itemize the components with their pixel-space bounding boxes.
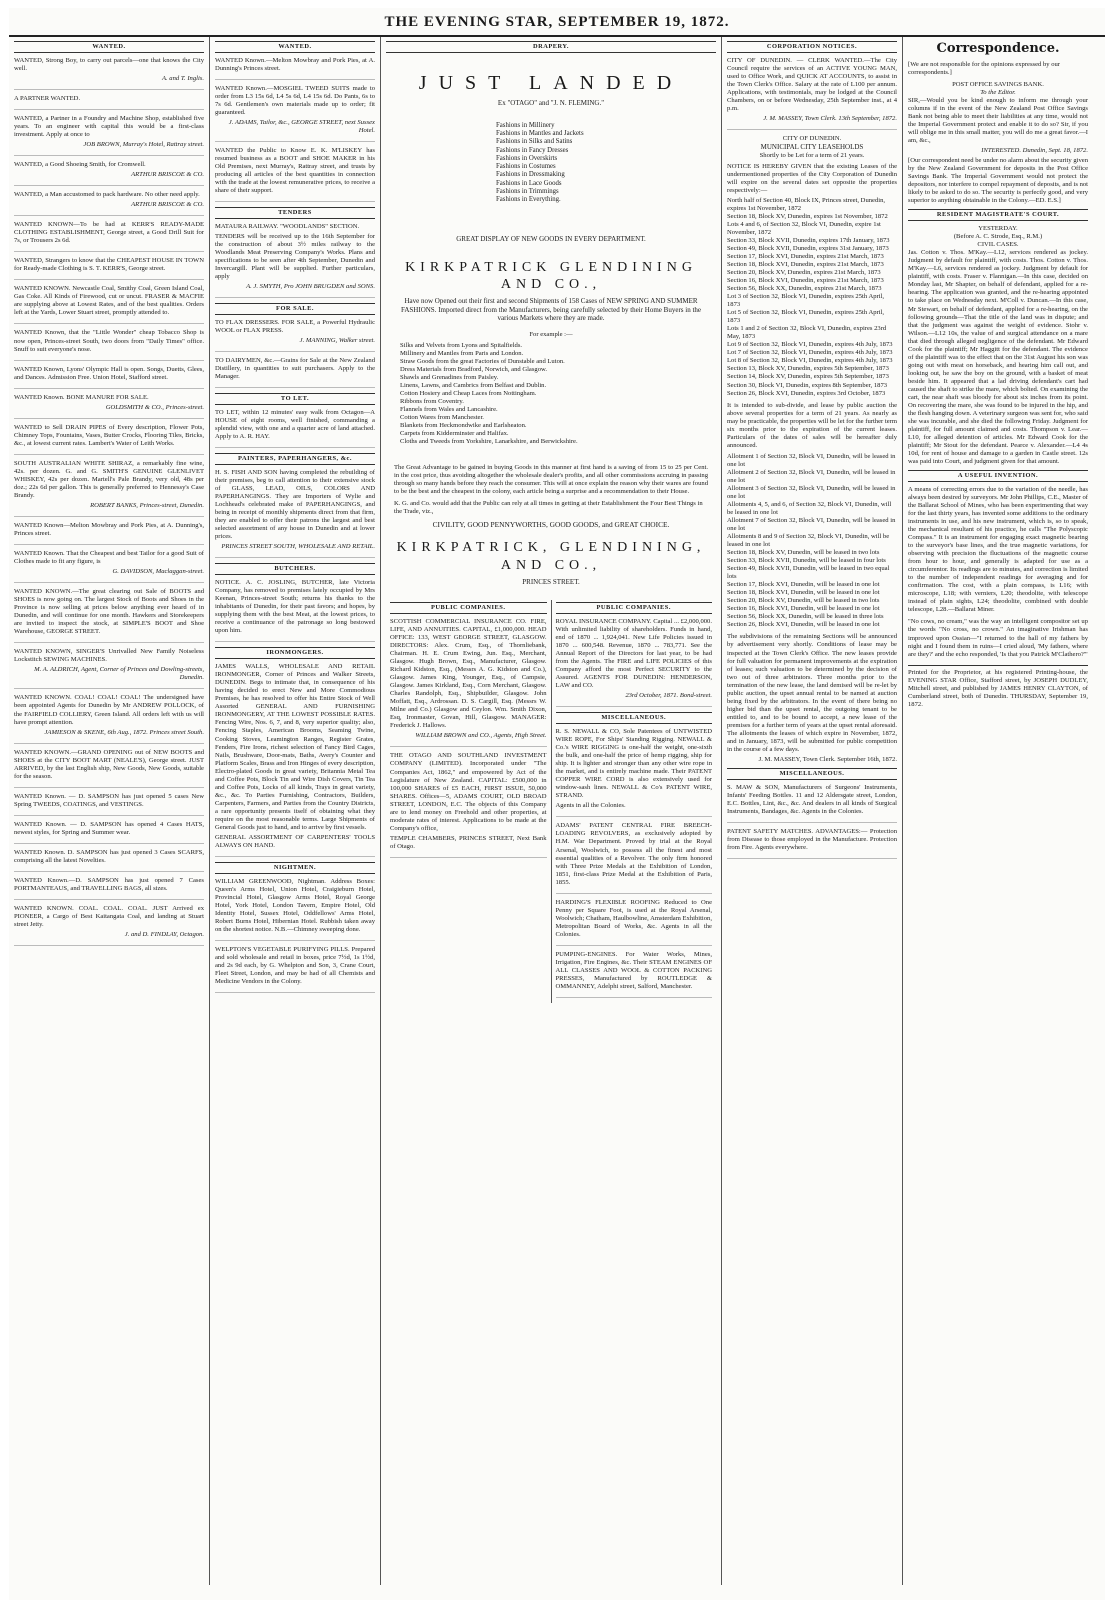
painters-signature: PRINCES STREET SOUTH, WHOLESALE AND RETAIL.: [221, 543, 375, 551]
ad-text: WANTED, a Partner in a Foundry and Machine Shop, established five years. To an engineer with capital this would be a first-class investment. Apply at once to: [14, 114, 204, 138]
royal-text: ROYAL INSURANCE COMPANY. Capital ... £2,000,000. With unlimited liability of shareholders. Funds in hand, end of 1870 ... 1,924,041. New Life Policies issued in 1870 ... 600,548. Revenue, 1870 ... 783,771. See the Annual Report of the Directors for last year, to be had from the Agents. The FIRE and LIFE POLICIES of this Company afford the most Perfect SECURITY to the Assured. AGENTS FOR DUNEDIN: HENDERSON, LAW and CO.: [555, 617, 712, 690]
butchers-text: NOTICE. A. C. JOSLING, BUTCHER, late Victoria Company, has removed to premises lately occupied by Mrs Keenan, Princes-street South; returns his thanks to the inhabitants of Dunedin, for their past favors; and hopes, by supplying them with the best Meat, at the lowest prices, to receive a continuance of the patronage so long bestowed upon him.: [215, 579, 375, 635]
clerk-signature: J. M. MASSEY, Town Clerk. 13th September, 1872.: [763, 115, 897, 123]
ad-text: WANTED KNOWN. COAL! COAL! COAL! The undersigned have been appointed Agents for Dunedin by Mr ANDREW POLLOCK, of the FAIRFIELD COLLIERY, Green Island. All orders left with us will have prompt attention.: [14, 694, 204, 726]
firm-street: PRINCES STREET.: [522, 577, 580, 586]
harding-ad: [556, 899, 713, 946]
ad-text: WANTED KNOWN.—The great clearing out Sale of BOOTS and SHOES is now going on. The largest Stock of Boots and Shoes in the Province is now selling at prices below anything ever heard of in Dunedin, and will continue for one month. Hawkers and Storekeepers are invited to inspect the stock, at SIMPLE'S BOOT and Shoe Warehouse, GEORGE STREET.: [14, 588, 204, 636]
scottish-text: SCOTTISH COMMERCIAL INSURANCE CO. FIRE, LIFE, AND ANNUITIES. CAPITAL, £1,000,000. HEAD OFFICE: 133, WEST GEORGE STREET, GLASGOW. DIRECTORS: Alex. Crum, Esq., of Thornliebank, Chairman. H. E. Crum Ewing, Jun. Esq., Merchant, Glasgow. Hugh Brown, Esq., Manufacturer, Glasgow. Richard Kidston, Esq., (Messrs A. G. Kidston and Co.), Glasgow. James King, Younger, Esq., of Campsie, Glasgow. James Kirkland, Esq., Corn Merchant, Glasgow. Charles Randolph, Esq., Shipbuilder, Glasgow. John Moffatt, Esq., Ardrossan. D. S. Cargill, Esq. (Messrs W. Milne and Co.) Glasgow and Ceylon. Wm. Smith Dixon, Esq, Ironmaster, Govan, Hill, Glasgow. MANAGER: Frederick J. Hallows.: [390, 617, 547, 730]
section-header-miscellaneous: MISCELLANEOUS.: [727, 768, 897, 780]
classified-ad: [215, 357, 375, 388]
classified-ad: [14, 285, 204, 324]
classified-ad: [14, 522, 204, 545]
lease-lot-item: Section 18, Block XV, Dunedin, expires 1st November, 1872: [727, 212, 888, 220]
letter-to: To the Editor.: [980, 88, 1016, 96]
section-header-to-let: TO LET.: [215, 393, 375, 405]
leaseholds-title: MUNICIPAL CITY LEASEHOLDS: [760, 143, 864, 152]
ad-text: WANTED, a Man accustomed to pack hardware. No other need apply.: [14, 191, 200, 199]
example-item: Flannels from Wales and Lancashire.: [400, 406, 498, 414]
scottish-ad: [390, 618, 547, 747]
classified-ad: [215, 85, 375, 142]
ad-text: WANTED Known.—Melton Mowbray and Pork Pies, at A. Dunning's Princes street.: [215, 56, 375, 72]
section-header-nightmen: NIGHTMEN.: [215, 862, 375, 874]
section-header-miscellaneous: MISCELLANEOUS.: [556, 712, 713, 724]
lease-lot-item: Section 20, Block XV, Dunedin, expires 21st March, 1873: [727, 269, 881, 277]
lease-lot-item: Section 14, Block XV, Dunedin, expires 5th September, 1873: [727, 373, 889, 381]
allotment-item: Section 49, Block XVII, Dunedin, will be leased in two equal lots: [727, 565, 890, 581]
lease-lot-item: Lot 7 of Section 32, Block VI, Dunedin, expires 4th July, 1873: [727, 349, 893, 357]
allotment-item: Allotments 8 and 9 of Section 32, Block VI, Dunedin, will be leased in one lot: [727, 533, 890, 549]
royal-ad: [556, 618, 713, 707]
great-display: GREAT DISPLAY OF NEW GOODS IN EVERY DEPARTMENT.: [456, 234, 646, 243]
classified-ad: [215, 319, 375, 352]
fashion-item: Fashions in Costumes: [496, 163, 556, 171]
royal-signature: 23rd October, 1871. Bond-street.: [625, 692, 712, 700]
matches-text: PATENT SAFETY MATCHES. ADVANTAGES:— Protection from Disease to those employed in the Manufacture. Protection from Fire. Agents everywhere.: [727, 827, 897, 851]
section-header-painters: PAINTERS, PAPERHANGERS, &c.: [215, 453, 375, 465]
pumping-text: PUMPING-ENGINES. For Water Works, Mines, Irrigation, Fire Engines, &c. Their STEAM ENGINES OF ALL CLASSES AND WOOL & COTTON PACKING PRESSES, Manufactured by ROUTLEDGE & OMMANNEY, Adelphi street, Salford, Manchester.: [555, 950, 712, 990]
lots-list: [727, 197, 897, 398]
ad-signature: M. A. ALDRICH, Agent, Corner of Princes and Dowling-streets, Dunedin.: [34, 666, 204, 682]
subdivisions-text: The subdivisions of the remaining Sections will be announced by advertisement very shortly. Conditions of lease may be inspected at the Town Clerk's Office. The new leases provide for full valuation for permanent improvements at the expiration of leases; such valuation to be determined by the decision of two out of three arbitrators. Three months prior to the termination of the new lease, the land demised will be re-let by public auction, the upset annual rental to be named at auction being fixed by the arbitrators. In the event of there being no higher bid than the upset rental, the outgoing tenant to be entitled to, and to be bound to accept, a new lease of the premises for a further term of years at the upset rental aforesaid. The allotments the leases of which expire in November, 1872, and in January, 1873, will be submitted for public competition in the course of a few days.: [727, 633, 897, 753]
classified-ad: [14, 95, 204, 110]
classified-ad: [14, 749, 204, 788]
classified-ad: [14, 648, 204, 689]
court-title: RESIDENT MAGISTRATE'S COURT.: [908, 209, 1088, 221]
classified-ad: [14, 161, 204, 186]
allotment-item: Section 18, Block XV, Dunedin, will be leased in two lots: [727, 549, 880, 557]
allotments-list: [727, 453, 897, 630]
fashion-item: Fashions in Mantles and Jackets: [496, 130, 584, 138]
newspaper-page: [9, 8, 1105, 1600]
section-header-public: PUBLIC COMPANIES.: [390, 602, 547, 614]
classified-ad: [14, 394, 204, 419]
example-item: Dress Materials from Bradford, Norwich, and Glasgow.: [400, 365, 547, 373]
firm-name-2: KIRKPATRICK, GLENDINING, AND CO.,: [396, 540, 706, 573]
ironmongers-text: JAMES WALLS, WHOLESALE AND RETAIL IRONMONGER, Corner of Princes and Walker Streets, DUNEDIN. Begs to intimate that, in consequence of his having decided to erect New and More Commodious Premises, he has resolved to offer his Entire Stock of Well Assorted GENERAL AND FURNISHING IRONMONGERY, AT THE LOWEST POSSIBLE RATES. Fencing Wire, Nos. 6, 7, and 8, very superior quality; also, Fencing Staples, American Brooms, Seaming Twine, Cooking Stoves, Leamington Ranges, Register Grates, Fenders, Fire Irons, richest selection of Fancy Bird Cages, Nails, Brushware, Door-mats, Baths, Avery's Counter and Platform Scales, Brass and Iron Hinges of every description, Electro-plated Goods in great variety, Britannia Metal Tea and Coffee Pots, Block Tin and Wire Dish Covers, Tin Tea and Coffee Pots, Locks of all kinds, Trays in great variety, &c., &c. To Parties Furnishing, Contractors, Builders, Carpenters, Farmers, and Parties from the Country Districts, a rare opportunity presents itself of obtaining what they require on the most reasonable terms. Large Shipments of General Goods just to hand, and to arrive by first vessels.: [215, 663, 375, 831]
examples-list: [400, 342, 702, 446]
column-correspondence: [903, 37, 1093, 1585]
lease-lot-item: Lots 4 and 6, of Section 32, Block VI, Dunedin, expire 1st November, 1872: [727, 220, 881, 236]
ad-text: TO FLAX DRESSERS. FOR SALE, a Powerful Hydraulic WOOL or FLAX PRESS.: [215, 319, 375, 335]
public-companies-left: [386, 600, 552, 1003]
allotment-item: Section 56, Block XX, Dunedin, will be leased in three lots: [727, 613, 884, 621]
example-item: Shawls and Grenadines from Paisley.: [400, 373, 499, 381]
lease-lot-item: Section 16, Block XVI, Dunedin, expires 21st March, 1873: [727, 277, 884, 285]
allotment-item: Allotment 7 of Section 32, Block VI, Dunedin, will be leased in one lot: [727, 517, 896, 533]
clerk-wanted-ad: [727, 57, 897, 130]
ironmongers-ad: [215, 663, 375, 857]
ad-text: WANTED Known.—MOSGIEL TWEED SUITS made to order from L3 15s 6d, L4 5s 6d, L4 15s 6d. Do Pants, 6s to 7s 6d. Gentlemen's own materials made up to order; fit guaranteed.: [215, 84, 375, 116]
ad-text: WANTED KNOWN—To be had at KERR'S READY-MADE CLOTHING ESTABLISHMENT, George street, a Good Drill Suit for 7s, or Trousers 2s 6d.: [14, 221, 204, 245]
pills-text: WELPTON'S VEGETABLE PURIFYING PILLS. Prepared and sold wholesale and retail in boxes, price 7½d, 1s 1½d, and 2s 9d each, by G. Whelpton and Son, 3, Crane Court, Fleet Street, London, and may be had of all Chemists and Medicine Vendors in the Colony.: [215, 945, 375, 986]
example-item: Millinery and Mantles from Paris and London.: [400, 349, 524, 357]
section-header-tenders: TENDERS: [215, 207, 375, 219]
lease-lot-item: North half of Section 40, Block IX, Princes street, Dunedin, expires 1st November, 1872: [727, 196, 886, 212]
adams-ad: [556, 822, 713, 893]
column-corporation: [722, 37, 903, 1585]
example-item: Linens, Lawns, and Cambrics from Belfast and Dublin.: [400, 382, 547, 390]
example-label: For example :—: [529, 330, 573, 338]
otago-signature: TEMPLE CHAMBERS, PRINCES STREET, Next Bank of Otago.: [390, 834, 547, 850]
lease-lot-item: Lot 8 of Section 32, Block VI, Dunedin, expires 4th July, 1873: [727, 357, 893, 365]
columns: [9, 37, 1105, 1585]
ad-text: WANTED KNOWN.—GRAND OPENING out of NEW BOOTS and SHOES at the CITY BOOT MART (NEALE'S), George street. JUST ARRIVED, by the last English ship, New Goods, New Goods, suitable for the season.: [14, 748, 204, 780]
lease-lot-item: Section 30, Block VI, Dunedin, expires 8th September, 1873: [727, 381, 888, 389]
ad-signature: J. and D. FINDLAY, Octagon.: [124, 931, 204, 939]
example-item: Ribbons from Coventry.: [400, 398, 464, 406]
public-companies-row: [386, 600, 716, 1003]
ad-signature: JAMIESON & SKENE, 6th Aug., 1872. Princes street South.: [44, 728, 204, 736]
classified-ad: [14, 905, 204, 946]
ad-signature: A. and T. Inglis.: [161, 74, 204, 82]
ad-text: WANTED, a Good Shoeing Smith, for Cromwell.: [14, 161, 146, 169]
lease-lot-item: Lot 5 of Section 32, Block VI, Dunedin, expires 25th April, 1873: [727, 309, 885, 325]
classified-ad: [215, 57, 375, 80]
allotment-item: Section 33, Block XVII, Dunedin, will be leased in four lots: [727, 557, 886, 565]
just-landed-title: JUST LANDED: [418, 71, 684, 94]
maw-ad: [727, 784, 897, 823]
ad-text: WANTED Known. D. SAMPSON has just opened 3 Cases SCARFS, comprising all the latest Novelties.: [14, 848, 204, 864]
lease-lot-item: Section 17, Block XVI, Dunedin, expires 21st March, 1873: [727, 253, 884, 260]
lease-lot-item: Lots 1 and 2 of Section 32, Block VI, Dunedin, expires 23rd May, 1873: [727, 325, 887, 341]
ad-text: WANTED Known. BONE MANURE FOR SALE.: [14, 393, 149, 401]
lease-lot-item: Section 13, Block XV, Dunedin, expires 5th September, 1873: [727, 365, 889, 373]
butchers-ad: [215, 579, 375, 642]
pumping-ad: [556, 951, 713, 998]
ad-signature: ARTHUR BRISCOE & CO.: [131, 171, 204, 179]
ad-text: TO DAIRYMEN, &c.—Grains for Sale at the New Zealand Distillery, in quantities to suit purchasers. Apply to the Manager.: [215, 357, 375, 381]
classified-ad: [14, 424, 204, 455]
disclaimer: [We are not responsible for the opinions expressed by our correspondents.]: [908, 60, 1061, 76]
section-header-drapery: DRAPERY.: [386, 41, 716, 53]
ad-text: WANTED KNOWN. COAL. COAL. COAL. JUST Arrived ex PIONEER, a Cargo of Best Kaitangata Coal, and landing at Stuart street Jetty.: [14, 904, 204, 929]
fashion-item: Fashions in Trimmings: [496, 187, 559, 195]
lease-lot-item: Lot 3 of Section 32, Block VI, Dunedin, expires 25th April, 1873: [727, 293, 885, 309]
newall-ad: [556, 728, 713, 817]
intended-text: It is intended to sub-divide, and lease by public auction the above several properties for a term of 21 years. As nearly as may be practicable, the properties will be let for the further term six months prior to the expiration of the current leases. Particulars of the dates of sales will be hereafter duly announced.: [727, 401, 897, 449]
ad-signature: ARTHUR BRISCOE & CO.: [131, 201, 204, 209]
ironmongers-footer: GENERAL ASSORTMENT OF CARPENTERS' TOOLS ALWAYS ON HAND.: [215, 833, 375, 849]
lease-lot-item: Section 26, Block XVI, Dunedin, expires 3rd October, 1873: [727, 389, 886, 397]
ad-text: WANTED Known, Lyons' Olympic Hall is open. Songs, Duetts, Glees, and Dances. Admission Free. Union Hotel, Stafford street.: [14, 365, 204, 381]
fashion-item: Fashions in Dressmaking: [496, 171, 565, 179]
classified-ad: [14, 221, 204, 252]
letter-signature: INTERESTED. Dunedin, Sept. 18, 1872.: [981, 147, 1088, 155]
tender-title: MATAURA RAILWAY. "WOODLANDS" SECTION.: [215, 223, 360, 231]
classified-ad: [215, 147, 375, 202]
to-let-text: TO LET, within 12 minutes' easy walk from Octagon—A HOUSE of eight rooms, well finished, commanding a splendid view, with one and a quarter acre of land attached. Apply to A. R. HAY.: [215, 409, 375, 441]
just-landed-subtitle: Ex "OTAGO" and "J. N. FLEMING.": [497, 99, 605, 108]
example-item: Cotton Hosiery and Cheap Laces from Nottingham.: [400, 390, 537, 398]
city-heading: CITY OF DUNEDIN.: [782, 135, 842, 143]
section-header-corporation: CORPORATION NOTICES.: [727, 41, 897, 53]
example-item: Silks and Velvets from Lyons and Spitalfields.: [400, 341, 523, 349]
lease-lot-item: Section 18, Block XVI, Dunedin, expires 21st March, 1873: [727, 261, 884, 269]
classified-ad: [14, 115, 204, 156]
classified-ad: [14, 588, 204, 643]
clerk-text: CITY OF DUNEDIN. — CLERK WANTED.—The City Council require the services of an ACTIVE YOUNG MAN, used to Office Work, and QUICK AT ACCOUNTS, to assist in the Town Clerk's Office. Salary at the rate of L100 per annum. Applications, with testimonials, may be lodged at the Council Chambers, on or before Wednesday, 25th September inst., at 4 p.m.: [727, 56, 897, 112]
classified-ad: [14, 257, 204, 280]
fashion-item: Fashions in Fancy Dresses: [496, 146, 569, 154]
ad-text: WANTED Known.—D. SAMPSON has just opened 7 Cases PORTMANTEAUS, and TRAVELLING BAGS, all sizes.: [14, 876, 204, 892]
section-header-butchers: BUTCHERS.: [215, 563, 375, 575]
classified-ad: [14, 329, 204, 360]
ad-signature: G. DAVIDSON, Maclaggan-street.: [112, 568, 204, 576]
allotment-item: Allotments 4, 5, and 6, of Section 32, Block VI, Dunedin, will be leased in one lot: [727, 500, 892, 516]
ad-signature: GOLDSMITH & CO., Princes-street.: [105, 403, 204, 411]
lease-lot-item: Section 33, Block XVII, Dunedin, expires 17th January, 1873: [727, 236, 890, 244]
tender-text: TENDERS will be received up to the 16th September for the construction of about 3½ miles railway to the Woodlands Meat Preserving Company's Works. Plans and specifications to be seen after 4th September, Dunedin and Invercargill. Plant will be supplied. Further particulars, apply: [215, 233, 375, 281]
example-item: Straw Goods from the great Factories of Dunstable and Luton.: [400, 357, 565, 365]
ad-signature: ROBERT BANKS, Princes-street, Dunedin.: [90, 501, 204, 509]
fashion-item: Fashions in Overskirts: [496, 154, 558, 162]
column-drapery: [381, 37, 722, 1585]
classified-ad: [14, 57, 204, 90]
wanted-ads-list: [215, 57, 375, 202]
classified-ad: [14, 191, 204, 216]
column-wanted-1: [9, 37, 210, 1585]
letter-title: POST OFFICE SAVINGS BANK.: [952, 80, 1044, 88]
section-header-public: PUBLIC COMPANIES.: [556, 602, 713, 614]
ad-text: WANTED Known, that the "Little Wonder" cheap Tobacco Shop is now open, Princes-street South, two doors from "Daily Times" office. Snuff to suit everyone's nose.: [14, 329, 204, 353]
fashion-item: Fashions in Millinery: [496, 121, 555, 129]
otago-text: THE OTAGO AND SOUTHLAND INVESTMENT COMPANY (LIMITED). Incorporated under "The Companies Act, 1862," and empowered by Act of the Legislature of New Zealand. CAPITAL: £500,000 in 100,000 SHARES of £5 EACH, FIRST ISSUE, 50,000 SHARES. Offices—5, ADAMS COURT, OLD BROAD STREET, LONDON, E.C. The objects of this Company are to lend money on Freehold and other properties, at moderate rates of interest. Applications to be made at the Company's office,: [390, 752, 547, 832]
court-cases: CIVIL CASES.: [977, 241, 1019, 249]
section-header-wanted: WANTED.: [14, 41, 204, 53]
classified-ad: [14, 821, 204, 844]
joke-text: "No cows, no cream," was the way an intelligent compositor set up the words "No cross, no crown." An imaginative Irishman has improved upon Ossian—"I returned to the hall of my fathers by night and I found them in ruins—I cried aloud, 'My fathers, where are they?' and the echo responded, 'Is that you Patrick M'Clathero?'": [908, 618, 1088, 658]
maw-text: S. MAW & SON, Manufacturers of Surgeons' Instruments, Infants' Feeding Bottles. 11 and 12 Aldersgate street, London, E.C. Bottles, Lint, &c., &c. And dealers in all kinds of Surgical Instruments, Bandages, &c. Agents in the Colonies.: [727, 783, 897, 815]
to-let-ad: [215, 409, 375, 448]
classified-ad: [14, 550, 204, 583]
allotment-item: Allotment 3 of Section 32, Block VI, Dunedin, will be leased in one lot: [727, 484, 896, 500]
allotment-item: Allotment 1 of Section 32, Block VI, Dunedin, will be leased in one lot: [727, 452, 896, 468]
otago-ad: [390, 752, 547, 857]
imprint: Printed for the Proprietor, at his registered Printing-house, the EVENING STAR Office, Stafford street, by JOSEPH DUDLEY, Mitchell street, and published by JAMES HENRY CLAYTON, of Cumberland street, both of Dunedin. THURSDAY, September 19, 1872.: [908, 665, 1088, 709]
allotment-item: Section 17, Block XVI, Dunedin, will be leased in one lot: [727, 581, 880, 589]
editor-reply: [Our correspondent need be under no alarm about the security given by the New Zealand Government for deposits in the Post Office Savings Bank. The Imperial Government would not protect the depositors, nor interfere to compel repayment of deposits, and is not likely to be asked to do so. The security is perfectly good, and very superior to anything obtainable in the Colony.—ED. E.S.]: [908, 157, 1088, 205]
ad-text: WANTED, Strong Boy, to carry out parcels—one that knows the City well.: [14, 56, 204, 72]
invention-title: A USEFUL INVENTION.: [908, 470, 1088, 482]
ad-text: WANTED Known. That the Cheapest and best Tailor for a good Suit of Clothes made to fit any figure, is: [14, 550, 204, 566]
lease-lot-item: Section 49, Block XVII, Dunedin, expires 31st January, 1873: [727, 244, 889, 252]
classified-ad: [14, 793, 204, 816]
lease-lot-item: Lot 9 of Section 32, Block VI, Dunedin, expires 4th July, 1873: [727, 341, 893, 349]
invention-text: A means of correcting errors due to the variation of the needle, has always been desired by surveyors. Mr John Phillips, C.E., Master of the Ballarat School of Mines, who has been experimenting that way for the last thirty years, has invented some additions to the ordinary instruments in use, and his new instrument, which is, so to speak, the mechanical resultant of his practice, he calls "The Polyscopic Compass." It is an instrument for engaging exact magnetic bearing to the surveyor's base lines, and the true magnetic variations, for observing with precision the fluctuations of the magnetic course from hour to hour, and generally is adapted for use as a circumferentor. Its readings are to minutes, and correction is limited to the number of independent readings for averaging and for confirmation. The cost, with a plain compass, is L16; with microscope, L18; with verniers, L20; theodolite, with telescope instead of plain sights, L24; theodolite, combined with double telescope, L28.—Ballarat Miner.: [908, 485, 1088, 614]
newall-signature: Agents in all the Colonies.: [555, 802, 626, 810]
court-day: YESTERDAY.: [978, 225, 1018, 233]
ad-text: WANTED KNOWN, SINGER'S Unrivalled New Family Noiseless Lockstitch SEWING MACHINES.: [14, 648, 204, 664]
classified-ad: [14, 694, 204, 743]
fashion-item: Fashions in Everything.: [496, 196, 561, 204]
court-text: Jas. Cotton v. Thos. M'Kay.—L12, services rendered as jockey. Judgment by default for plaintiff, with costs. Thos. Cotton v. Thos. M'Kay.—L6, services rendered as jockey. Judgment by default for plaintiff, with costs. Fraser v. Flannigan.—In this case, decided on Monday last, Mr Shapter, on behalf of defendant, applied for a re-hearing. The application was granted, and the re-hearing appointed to take place on Wednesday next. M'Coll v. Duncan.—In this case, Mr Stewart, on behalf of defendant, applied for a re-hearing, on the following grounds—That the title of the land was in dispute; and that the judgment was against the weight of evidence. Stohr v. Wilson.—L12 10s, the value of and surgical attendance on a mare that died through alleged negligence of the defendant. Mr Edward Cook for the plaintiff; Mr Haggitt for the defendant. The evidence of the plaintiff was to the effect that on the 31st August his son was going out with meat on horseback, and hearing him call out, and looking out, he saw the boy on the ground, with a basket of meat beside him. It appeared that a lad driving defendant's cart had caused the shaft to strike the mare, which bolted. On examining the cart, the near shaft was bloody for about six inches from its point. On recovering the mare, she was found to be injured in the hip, and the flesh hanging down. A veterinary surgeon was sent for, who said she was incurable, and she died the following Friday. Judgment for plaintiff, for full amount claimed and costs. Thompson v. Lear.—L10, for alleged detention of articles. Mr Edward Cook for the plaintiff; Mr Stout for the defendant. Pearce v. Alexander.—L4 4s 10d, for rent of house and damage to a garden in Castle street. 12s was paid into Court, and judgment given for that amount.: [908, 249, 1088, 466]
ad-text: WANTED Known—Melton Mowbray and Pork Pies, at A. Dunning's, Princes street.: [14, 521, 204, 537]
notice-text: NOTICE IS HEREBY GIVEN that the existing Leases of the undermentioned properties of the City Corporation of Dunedin will expire on the several dates set opposite the properties respectively:—: [727, 162, 897, 194]
matches-ad: [727, 828, 897, 859]
painters-ad: [215, 469, 375, 558]
painters-text: H. S. FISH AND SON having completed the rebuilding of their premises, beg to call attention to their extensive stock of GLASS, LEAD, OILS, COLORS AND PAPERHANGINGS. They are Importers of Wylie and Lochhead's celebrated make of PAPERHANGINGS, and being in receipt of monthly shipments direct from that firm, they are enabled to offer their patrons the largest and best selected assortment of any house in Dunedin and at lower prices.: [215, 469, 375, 541]
section-header-ironmongers: IRONMONGERS.: [215, 647, 375, 659]
section-header-wanted: WANTED.: [215, 41, 375, 53]
allotment-item: Allotment 2 of Section 32, Block VI, Dunedin, will be leased in one lot: [727, 468, 896, 484]
newall-text: R. S. NEWALL & CO, Sole Patentees of UNTWISTED WIRE ROPE, For Ships' Standing Rigging. NEWALL & Co.'s WIRE RIGGING is one-half the weight, one-sixth the bulk, and one-half the price of hemp rigging, ship for ship. It is lighter and stronger than any other wire rope in the market, and is entirely machine made. Their PATENT COPPER WIRE CORD is also extensively used for window-sash lines. NEWALL & Co's PATENT WIRE, STRAND.: [555, 728, 712, 800]
leaseholds-subtitle: Shortly to be Let for a term of 21 years.: [759, 151, 865, 159]
massey-signature: J. M. MASSEY, Town Clerk. September 16th, 1872.: [758, 755, 897, 763]
adams-text: ADAMS' PATENT CENTRAL FIRE BREECH-LOADING REVOLVERS, as exclusively adopted by H.M. War Department. Proved by trial at the Royal Arsenal, Woolwich, to possess all the finest and most essential qualities of a Revolver. The only firm honored with Three Prize Medals at the Exhibition of London, 1851, first-class Prize Medal at the Exhibition of Paris, 1855.: [555, 822, 712, 886]
civility-line: CIVILITY, GOOD PENNYWORTHS, GOOD GOODS, and GREAT CHOICE.: [432, 520, 670, 530]
kg-note: K. G. and Co. would add that the Public can rely at all times in getting at their Establishment the Four Best Things in the Trade, viz.,: [394, 500, 703, 516]
firm-name: KIRKPATRICK GLENDINING AND CO.,: [405, 260, 697, 293]
example-item: Cotton Wares from Manchester.: [400, 414, 484, 422]
ad-text: WANTED to Sell DRAIN PIPES of Every description, Flower Pots, Chimney Tops, Fountains, Vases, Butter Crocks, Flooring Tiles, Bricks, &c., at lowest current rates. Lambert's Water of Leith Works.: [14, 423, 204, 447]
classified-ad: [14, 366, 204, 389]
allotment-item: Section 20, Block XV, Dunedin, will be leased in two lots: [727, 597, 880, 605]
section-header-for-sale: FOR SALE.: [215, 303, 375, 315]
ad-signature: J. ADAMS, Tailor, &c., GEORGE STREET, next Sussex Hotel.: [228, 119, 375, 135]
allotment-item: Section 18, Block XVI, Dunedin, will be leased in one lot: [727, 589, 880, 597]
court-before: (Before A. C. Strode, Esq., R.M.): [953, 233, 1043, 241]
ad-text: WANTED Known. — D. SAMPSON has opened 4 Cases HATS, newest styles, for Spring and Summer wear.: [14, 820, 204, 836]
ad-text: SOUTH AUSTRALIAN WHITE SHIRAZ, a remarkably fine wine, 42s. per dozen. G. and G. SMITH'S GENUINE GLENLIVET WHISKEY, 42s per dozen. Martell's Pale Brandy, very old, 48s per doz.; 22s 6d per gallon. This is generally preferred to Hennessy's Case Brandy.: [14, 459, 204, 499]
correspondence-title: Correspondence.: [936, 41, 1060, 56]
nightmen-ad: [215, 878, 375, 941]
scottish-signature: WILLIAM BROWN and CO., Agents, High Street.: [415, 732, 547, 740]
classified-ad: [14, 877, 204, 900]
ad-text: WANTED KNOWN. Newcastle Coal, Smithy Coal, Green Island Coal, Gas Coke. All Kinds of Firewood, cut or uncut. FRASER & MACFIE are supplying above at Lowest Rates, and of the best qualities. Orders left at the Yards, Lower Stuart street, promptly attended to.: [14, 285, 204, 317]
harding-text: HARDING'S FLEXIBLE ROOFING Reduced to One Penny per Square Foot, is used at the Royal Arsenal, Woolwich; Chatham, Haulbowline, Amsterdam Exhibition, Metropolitan Board of Works, &c. Agents in all the Colonies.: [555, 898, 712, 938]
fashion-item: Fashions in Lace Goods: [496, 179, 562, 187]
tender-ad: [215, 223, 375, 298]
advantage-text: The Great Advantage to be gained in buying Goods in this manner at first hand is a saving of from 15 to 25 per Cent. in the cost price, thus avoiding altogether the wholesale dealer's profits, and all other commissions accruing in passing through so many hands before they reach the consumer. This will at once explain the reason why their wares are found to be the best and the cheapest in the colony, each article being a surprise and a recommendation to their House.: [394, 464, 708, 496]
ad-text: WANTED the Public to Know E. K. M'LISKEY has resumed business as a BOOT and SHOE MAKER in his Old Premises, next Murray's, Rattray street, and trusts by producing all articles of the best quantities in connection with the trade at the lowest remunerative prices, to receive a share of their support.: [215, 147, 375, 195]
letter-text: SIR,—Would you be kind enough to inform me through your columns if in the event of the New Zealand Post Office Savings Bank not being able to meet their liabilities at any time, would not the Imperial Government protect and enable it to do so? Sir, if you will oblige me in this small matter, you will do me a great favor.—I am, &c.,: [908, 96, 1088, 145]
ad-signature: JOB BROWN, Murray's Hotel, Rattray street.: [83, 141, 204, 149]
firm-text: Have now Opened out their first and second Shipments of 158 Cases of NEW SPRING AND SUMMER FASHIONS. Imported direct from the Manufacturers, being carefully selected by their Home Buyers in the various Markets where they are made.: [400, 297, 701, 323]
public-companies-right: [552, 600, 717, 1003]
example-item: Carpets from Kidderminster and Halifax.: [400, 430, 509, 438]
tender-signature: A. J. SMYTH, Pro JOHN BRUGDEN and SONS.: [246, 283, 375, 291]
pills-ad: [215, 946, 375, 993]
allotment-item: Section 26, Block XVI, Dunedin, will be leased in one lot: [727, 621, 880, 629]
ad-text: WANTED, Strangers to know that the CHEAPEST HOUSE IN TOWN for Ready-made Clothing is S. T. KERR'S, George street.: [14, 257, 204, 273]
classified-ad: [14, 849, 204, 872]
nightmen-text: WILLIAM GREENWOOD, Nightman. Address Boxes: Queen's Arms Hotel, Union Hotel, Craigieburn Hotel, Provincial Hotel, Glasgow Arms Hotel, Royal George Hotel, York Hotel, London Tavern, Empire Hotel, Old Identity Hotel, Sussex Hotel, Oddfellows' Arms Hotel, Robert Burns Hotel, Hibernian Hotel. Rubbish taken away on the shortest notice. N.B.—Chimney sweeping done.: [215, 877, 375, 933]
masthead: THE EVENING STAR, SEPTEMBER 19, 1872.: [9, 8, 1105, 37]
for-sale-list: [215, 319, 375, 388]
ad-signature: J. MANNING, Walker street.: [299, 337, 375, 345]
classified-ad: [14, 460, 204, 517]
example-item: Blankets from Heckmondwike and Earlsheaton.: [400, 422, 527, 430]
column-wanted-2: [210, 37, 381, 1585]
ad-text: A PARTNER WANTED.: [14, 94, 81, 102]
lease-lot-item: Section 56, Block XX, Dunedin, expires 21st March, 1873: [727, 285, 882, 293]
example-item: Cloths and Tweeds from Yorkshire, Lanarkshire, and Berwickshire.: [400, 438, 578, 446]
ad-text: WANTED Known. — D. SAMPSON has just opened 5 cases New Spring TWEEDS, COATINGS, and VESTINGS.: [14, 792, 204, 808]
wanted-ads-list: [14, 57, 204, 946]
fashion-item: Fashions in Silks and Satins: [496, 138, 573, 146]
fashion-list: [496, 122, 606, 205]
allotment-item: Section 16, Block XVI, Dunedin, will be leased in one lot: [727, 605, 880, 613]
